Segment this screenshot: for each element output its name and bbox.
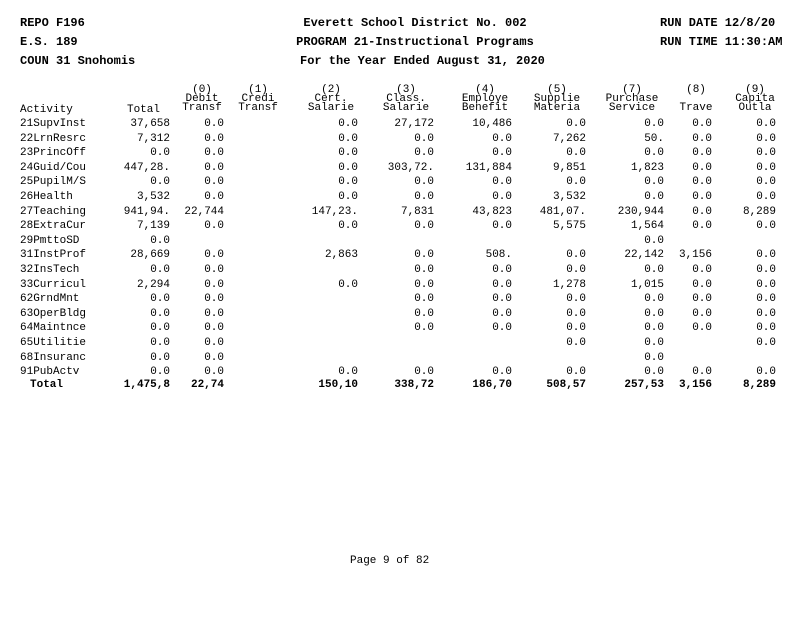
total-cell: 0.0 xyxy=(150,337,170,349)
amount-cell: 0.0 xyxy=(692,366,712,379)
amount-cell: 43,823 xyxy=(472,205,512,218)
amount-cell: 0.0 xyxy=(204,293,224,306)
amount-cell: 0.0 xyxy=(414,322,434,335)
total-cell: 0.0 xyxy=(150,234,170,247)
amount-cell: 1,278 xyxy=(552,278,586,291)
amount-cell: 147,23. xyxy=(311,205,358,218)
activity-cell: 33Curricul xyxy=(20,278,87,291)
col-header-8-num: (9) xyxy=(745,84,765,96)
amount-cell: 0.0 xyxy=(644,293,664,306)
table-row xyxy=(0,220,800,232)
amount-cell: 0.0 xyxy=(692,118,712,130)
program-name: PROGRAM 21-Instructional Programs xyxy=(296,35,534,49)
amount-cell: 0.0 xyxy=(204,132,224,145)
amount-cell: 0.0 xyxy=(566,264,586,276)
amount-cell: 0.0 xyxy=(644,176,664,189)
page-number: Page 9 of 82 xyxy=(350,555,430,567)
amount-cell: 0.0 xyxy=(492,220,512,233)
amount-cell: 0.0 xyxy=(338,278,358,291)
amount-cell: 257,53 xyxy=(624,379,664,391)
amount-cell: 0.0 xyxy=(414,366,434,379)
amount-cell: 0.0 xyxy=(204,351,224,364)
amount-cell: 0.0 xyxy=(492,191,512,203)
activity-cell: 24Guid/Cou xyxy=(20,161,87,174)
activity-cell: 23PrincOff xyxy=(20,147,87,160)
amount-cell: 303,72. xyxy=(387,161,434,174)
table-row xyxy=(0,147,800,159)
amount-cell: 0.0 xyxy=(566,176,586,189)
amount-cell: 0.0 xyxy=(644,234,664,247)
table-row xyxy=(0,366,800,378)
table-row xyxy=(0,337,800,349)
amount-cell: 0.0 xyxy=(566,293,586,306)
col-header-2-l1: Cert. xyxy=(314,93,348,105)
activity-header: Activity xyxy=(20,104,73,116)
amount-cell: 9,851 xyxy=(552,161,586,174)
amount-cell: 0.0 xyxy=(338,191,358,203)
amount-cell: 0.0 xyxy=(692,278,712,291)
activity-cell: 22LrnResrc xyxy=(20,132,87,145)
activity-cell: 68Insuranc xyxy=(20,351,87,364)
amount-cell: 0.0 xyxy=(414,249,434,262)
amount-cell: 1,015 xyxy=(630,278,664,291)
table-row xyxy=(0,322,800,334)
amount-cell: 8,289 xyxy=(742,205,776,218)
total-cell: 3,532 xyxy=(136,191,170,203)
total-cell: 0.0 xyxy=(150,366,170,379)
activity-cell: 63OperBldg xyxy=(20,307,87,320)
amount-cell: 0.0 xyxy=(204,264,224,276)
table-row xyxy=(0,206,800,218)
amount-cell: 0.0 xyxy=(692,205,712,218)
amount-cell: 5,575 xyxy=(552,220,586,233)
amount-cell: 0.0 xyxy=(644,322,664,335)
amount-cell: 0.0 xyxy=(204,366,224,379)
amount-cell: 0.0 xyxy=(692,191,712,203)
activity-cell: 21SupvInst xyxy=(20,118,87,130)
total-cell: 2,294 xyxy=(136,278,170,291)
amount-cell: 0.0 xyxy=(492,278,512,291)
amount-cell: 0.0 xyxy=(492,293,512,306)
amount-cell: 0.0 xyxy=(756,147,776,160)
amount-cell: 10,486 xyxy=(472,118,512,130)
amount-cell: 7,831 xyxy=(400,205,434,218)
amount-cell: 0.0 xyxy=(204,118,224,130)
amount-cell: 0.0 xyxy=(204,191,224,203)
col-header-2-num: (2) xyxy=(321,84,341,96)
amount-cell: 0.0 xyxy=(756,293,776,306)
col-header-4-num: (4) xyxy=(475,84,495,96)
amount-cell: 508,57 xyxy=(546,379,586,391)
amount-cell: 0.0 xyxy=(414,307,434,320)
activity-cell: Total xyxy=(30,379,64,391)
table-row xyxy=(0,118,800,130)
amount-cell: 0.0 xyxy=(492,176,512,189)
amount-cell: 0.0 xyxy=(756,191,776,203)
amount-cell: 8,289 xyxy=(742,379,776,391)
amount-cell: 0.0 xyxy=(692,132,712,145)
col-header-6-num: (7) xyxy=(622,84,642,96)
table-row xyxy=(0,249,800,261)
amount-cell: 0.0 xyxy=(756,278,776,291)
col-header-2-l2: Salarie xyxy=(307,102,355,114)
activity-cell: 31InstProf xyxy=(20,249,87,262)
col-header-0-num: (0) xyxy=(192,84,212,96)
activity-cell: 91PubActv xyxy=(20,366,80,379)
amount-cell: 0.0 xyxy=(492,307,512,320)
district-name: Everett School District No. 002 xyxy=(303,16,527,30)
table-row xyxy=(0,133,800,145)
amount-cell: 27,172 xyxy=(394,118,434,130)
amount-cell: 0.0 xyxy=(566,249,586,262)
col-header-3-l1: Class. xyxy=(386,93,426,105)
total-cell: 0.0 xyxy=(150,322,170,335)
amount-cell: 0.0 xyxy=(756,132,776,145)
activity-cell: 62GrndMnt xyxy=(20,293,80,306)
amount-cell: 0.0 xyxy=(338,366,358,379)
amount-cell: 0.0 xyxy=(756,264,776,276)
activity-cell: 64Maintnce xyxy=(20,322,87,335)
amount-cell: 0.0 xyxy=(756,307,776,320)
amount-cell: 3,532 xyxy=(552,191,586,203)
activity-cell: 32InsTech xyxy=(20,264,80,276)
amount-cell: 0.0 xyxy=(414,176,434,189)
fiscal-year: For the Year Ended August 31, 2020 xyxy=(300,54,545,68)
amount-cell: 0.0 xyxy=(756,366,776,379)
amount-cell: 0.0 xyxy=(692,307,712,320)
amount-cell: 0.0 xyxy=(756,322,776,335)
amount-cell: 0.0 xyxy=(338,220,358,233)
amount-cell: 0.0 xyxy=(414,278,434,291)
amount-cell: 0.0 xyxy=(692,322,712,335)
amount-cell: 0.0 xyxy=(204,161,224,174)
table-row xyxy=(0,352,800,364)
amount-cell: 1,564 xyxy=(630,220,664,233)
amount-cell: 0.0 xyxy=(566,366,586,379)
amount-cell: 186,70 xyxy=(472,379,512,391)
amount-cell: 508. xyxy=(485,249,512,262)
amount-cell: 0.0 xyxy=(204,147,224,160)
amount-cell: 0.0 xyxy=(566,118,586,130)
col-header-3-num: (3) xyxy=(396,84,416,96)
amount-cell: 3,156 xyxy=(678,379,712,391)
amount-cell: 0.0 xyxy=(492,264,512,276)
total-cell: 447,28. xyxy=(123,161,170,174)
table-row xyxy=(0,279,800,291)
total-cell: 7,139 xyxy=(136,220,170,233)
activity-cell: 26Health xyxy=(20,191,73,203)
amount-cell: 131,884 xyxy=(465,161,512,174)
amount-cell: 0.0 xyxy=(204,337,224,349)
col-header-4-l2: Benefit xyxy=(461,102,509,114)
activity-cell: 27Teaching xyxy=(20,205,87,218)
report-id: REPO F196 xyxy=(20,16,85,30)
amount-cell: 0.0 xyxy=(414,191,434,203)
amount-cell: 0.0 xyxy=(692,264,712,276)
amount-cell: 0.0 xyxy=(756,176,776,189)
activity-cell: 25PupilM/S xyxy=(20,176,87,189)
run-time: RUN TIME 11:30:AM xyxy=(660,35,783,49)
amount-cell: 0.0 xyxy=(414,293,434,306)
col-header-0-l1: Debit xyxy=(185,93,219,105)
amount-cell: 0.0 xyxy=(204,307,224,320)
total-row xyxy=(0,379,800,391)
amount-cell: 0.0 xyxy=(338,132,358,145)
amount-cell: 0.0 xyxy=(492,132,512,145)
amount-cell: 0.0 xyxy=(644,264,664,276)
amount-cell: 22,744 xyxy=(184,205,224,218)
activity-cell: 65Utilitie xyxy=(20,337,87,349)
col-header-7-num: (8) xyxy=(686,84,706,96)
amount-cell: 0.0 xyxy=(756,118,776,130)
amount-cell: 0.0 xyxy=(692,176,712,189)
amount-cell: 0.0 xyxy=(414,132,434,145)
total-cell: 0.0 xyxy=(150,176,170,189)
amount-cell: 0.0 xyxy=(644,351,664,364)
run-date: RUN DATE 12/8/20 xyxy=(660,16,776,30)
amount-cell: 0.0 xyxy=(414,220,434,233)
col-header-1-num: (1) xyxy=(248,84,268,96)
amount-cell: 50. xyxy=(644,132,664,145)
col-header-5-num: (5) xyxy=(547,84,567,96)
amount-cell: 0.0 xyxy=(492,366,512,379)
total-cell: 941,94. xyxy=(123,205,170,218)
col-header-5-l1: Supplie xyxy=(533,93,581,105)
amount-cell: 0.0 xyxy=(492,322,512,335)
amount-cell: 22,142 xyxy=(624,249,664,262)
col-header-1-l1: Credi xyxy=(241,93,275,105)
total-cell: 0.0 xyxy=(150,307,170,320)
total-cell: 0.0 xyxy=(150,264,170,276)
amount-cell: 0.0 xyxy=(644,366,664,379)
amount-cell: 0.0 xyxy=(756,161,776,174)
amount-cell: 0.0 xyxy=(692,161,712,174)
es-number: E.S. 189 xyxy=(20,35,78,49)
amount-cell: 0.0 xyxy=(644,337,664,349)
total-cell: 0.0 xyxy=(150,147,170,160)
amount-cell: 0.0 xyxy=(566,307,586,320)
table-row xyxy=(0,176,800,188)
amount-cell: 1,823 xyxy=(630,161,664,174)
amount-cell: 0.0 xyxy=(644,307,664,320)
amount-cell: 338,72 xyxy=(394,379,434,391)
table-row xyxy=(0,191,800,203)
amount-cell: 3,156 xyxy=(678,249,712,262)
amount-cell: 7,262 xyxy=(552,132,586,145)
amount-cell: 0.0 xyxy=(338,147,358,160)
activity-cell: 28ExtraCur xyxy=(20,220,87,233)
amount-cell: 2,863 xyxy=(324,249,358,262)
table-row xyxy=(0,235,800,247)
col-header-5-l2: Materia xyxy=(533,102,581,114)
amount-cell: 0.0 xyxy=(644,147,664,160)
activity-cell: 29PmttoSD xyxy=(20,234,80,247)
amount-cell: 0.0 xyxy=(692,147,712,160)
amount-cell: 481,07. xyxy=(539,205,586,218)
col-header-0-l2: Transf xyxy=(182,102,222,114)
col-header-3-l2: Salarie xyxy=(382,102,430,114)
amount-cell: 0.0 xyxy=(204,249,224,262)
amount-cell: 0.0 xyxy=(756,249,776,262)
total-cell: 28,669 xyxy=(130,249,170,262)
total-header: Total xyxy=(126,104,160,116)
table-row xyxy=(0,162,800,174)
amount-cell: 0.0 xyxy=(492,147,512,160)
col-header-8-l1: Capita xyxy=(735,93,775,105)
amount-cell: 0.0 xyxy=(644,191,664,203)
amount-cell: 0.0 xyxy=(414,147,434,160)
county-name: COUN 31 Snohomis xyxy=(20,54,136,68)
amount-cell: 0.0 xyxy=(756,220,776,233)
col-header-4-l1: Employe xyxy=(461,93,509,105)
amount-cell: 22,74 xyxy=(190,379,224,391)
amount-cell: 230,944 xyxy=(617,205,664,218)
amount-cell: 0.0 xyxy=(644,118,664,130)
total-cell: 0.0 xyxy=(150,351,170,364)
amount-cell: 0.0 xyxy=(204,176,224,189)
col-header-6-l1: Purchase xyxy=(605,93,659,105)
amount-cell: 0.0 xyxy=(692,220,712,233)
amount-cell: 0.0 xyxy=(566,337,586,349)
amount-cell: 0.0 xyxy=(338,161,358,174)
amount-cell: 0.0 xyxy=(566,147,586,160)
amount-cell: 0.0 xyxy=(204,322,224,335)
col-header-8-l2: Outla xyxy=(738,102,772,114)
amount-cell: 0.0 xyxy=(756,337,776,349)
amount-cell: 0.0 xyxy=(414,264,434,276)
amount-cell: 0.0 xyxy=(692,293,712,306)
amount-cell: 0.0 xyxy=(338,118,358,130)
total-cell: 0.0 xyxy=(150,293,170,306)
col-header-7-l2: Trave xyxy=(679,102,713,114)
amount-cell: 150,10 xyxy=(318,379,358,391)
total-cell: 1,475,8 xyxy=(123,379,170,391)
table-row xyxy=(0,308,800,320)
total-cell: 7,312 xyxy=(136,132,170,145)
table-row xyxy=(0,264,800,276)
amount-cell: 0.0 xyxy=(204,220,224,233)
total-cell: 37,658 xyxy=(130,118,170,130)
amount-cell: 0.0 xyxy=(338,176,358,189)
amount-cell: 0.0 xyxy=(204,278,224,291)
amount-cell: 0.0 xyxy=(566,322,586,335)
col-header-6-l2: Service xyxy=(608,102,656,114)
col-header-1-l2: Transf xyxy=(238,102,278,114)
table-row xyxy=(0,293,800,305)
